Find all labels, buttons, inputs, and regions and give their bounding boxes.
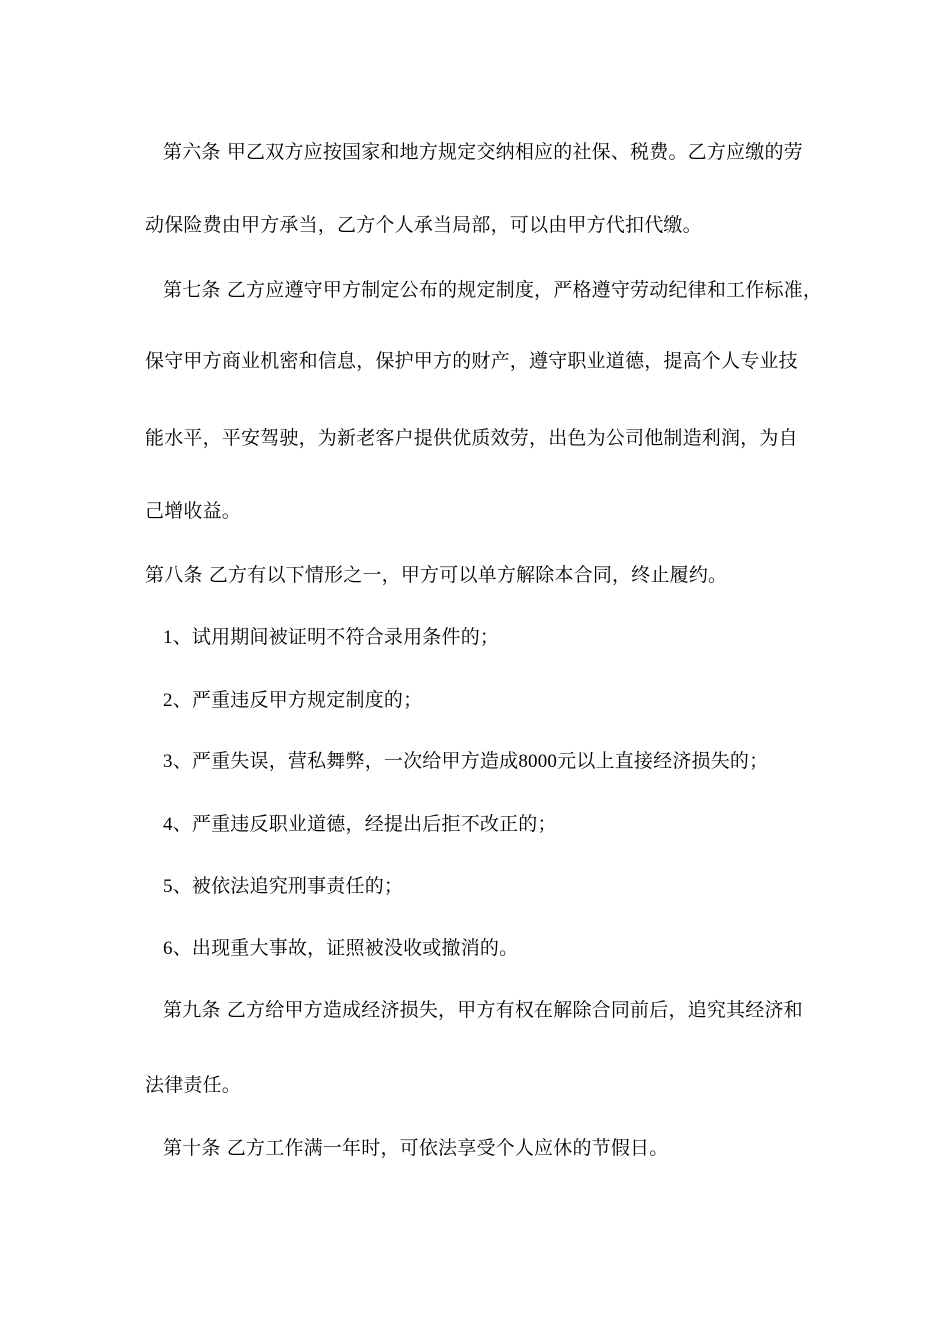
article-8-item-1 — [163, 625, 499, 650]
article-8-item-4 — [163, 812, 557, 837]
article-7-line-4: 己增收益。 — [145, 500, 242, 522]
item-text: 、严重违反职业道德，经提出后拒不改正的； — [172, 813, 557, 835]
article-8-item-2 — [163, 688, 422, 713]
item-number: 4 — [163, 814, 173, 835]
article-9-line-1: 第九条 乙方给甲方造成经济损失，甲方有权在解除合同前后，追究其经济和 — [163, 999, 803, 1021]
item-text: 、出现重大事故，证照被没收或撤消的。 — [172, 937, 519, 959]
article-8-item-6 — [163, 936, 518, 961]
article-6-line-1: 第六条 甲乙双方应按国家和地方规定交纳相应的社保、税费。乙方应缴的劳 — [163, 141, 803, 163]
item-number: 2 — [163, 690, 173, 711]
amount-value: 8000 — [518, 751, 558, 772]
item-text: 、严重违反甲方规定制度的； — [172, 689, 423, 711]
item-text: 、被依法追究刑事责任的； — [172, 875, 404, 897]
item-text: 、严重失误，营私舞弊，一次给甲方造成 — [172, 750, 519, 772]
article-9-line-2: 法律责任。 — [145, 1074, 242, 1096]
article-7-line-2: 保守甲方商业机密和信息，保护甲方的财产，遵守职业道德，提高个人专业技 — [145, 350, 798, 372]
article-7-line-3: 能水平，平安驾驶，为新老客户提供优质效劳，出色为公司他制造利润，为自 — [145, 427, 798, 449]
item-number: 5 — [163, 876, 173, 897]
article-10-line-1: 第十条 乙方工作满一年时，可依法享受个人应休的节假日。 — [163, 1137, 669, 1159]
item-tail: 元以上直接经济损失的； — [557, 750, 769, 772]
article-6-line-2: 动保险费由甲方承当，乙方个人承当局部，可以由甲方代扣代缴。 — [145, 214, 702, 236]
article-8-item-3 — [163, 749, 768, 774]
item-text: 、试用期间被证明不符合录用条件的； — [172, 626, 500, 648]
article-8-intro: 第八条 乙方有以下情形之一，甲方可以单方解除本合同，终止履约。 — [145, 564, 728, 586]
item-number: 3 — [163, 751, 173, 772]
article-7-line-1: 第七条 乙方应遵守甲方制定公布的规定制度，严格遵守劳动纪律和工作标准， — [163, 279, 823, 301]
item-number: 1 — [163, 627, 173, 648]
article-8-item-5 — [163, 874, 403, 899]
item-number: 6 — [163, 938, 173, 959]
